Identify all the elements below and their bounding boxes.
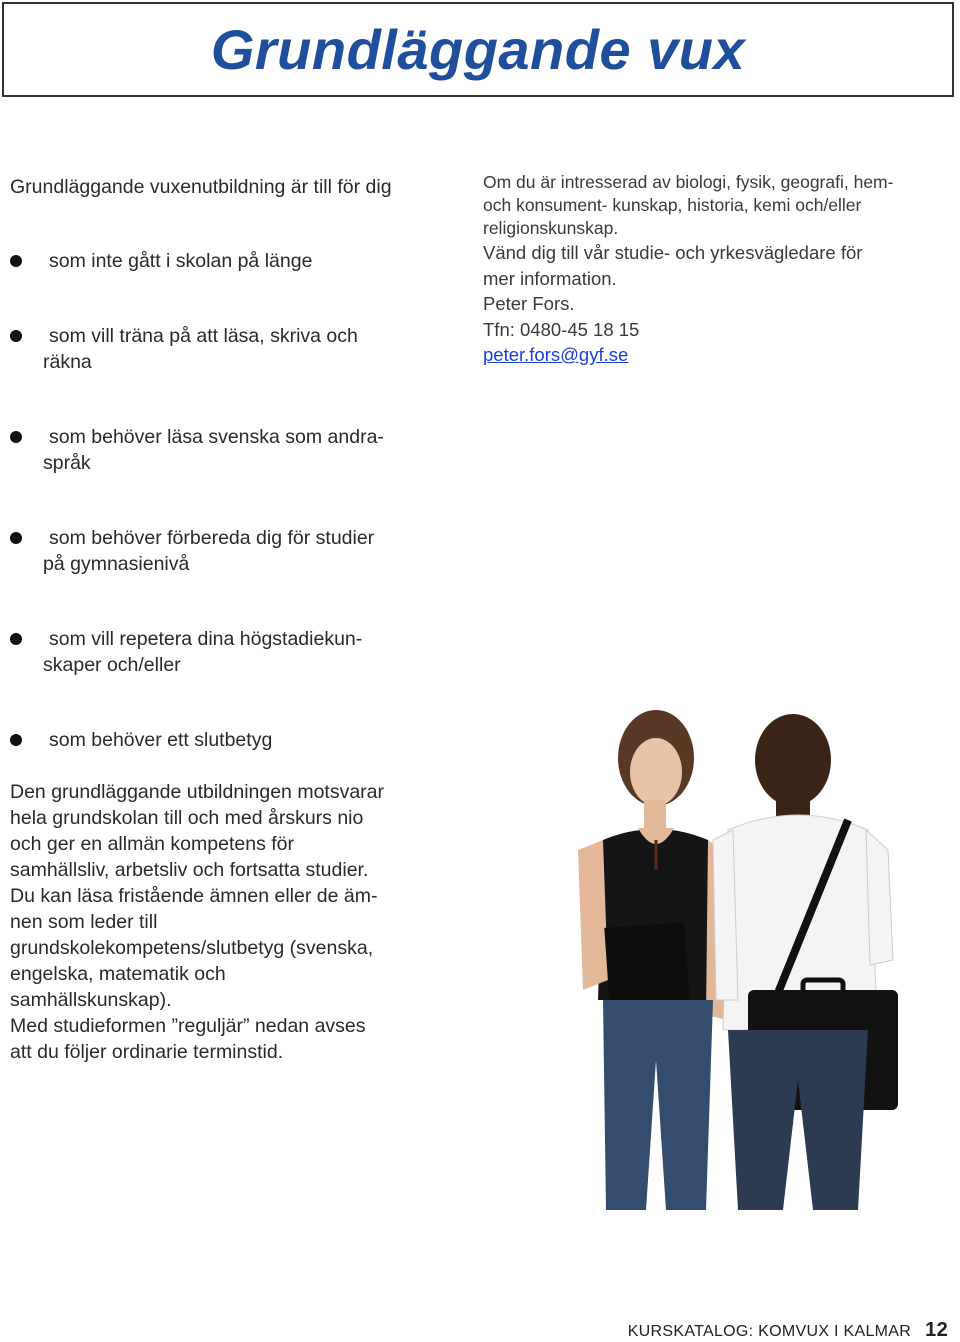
contact-email-link[interactable]: peter.fors@gyf.se bbox=[483, 344, 629, 365]
left-column bbox=[10, 174, 425, 1065]
body-line: hela grundskolan till och med årskurs nio bbox=[10, 807, 364, 829]
contact-phone: Tfn: 0480-45 18 15 bbox=[483, 318, 640, 340]
body-line: nen som leder till bbox=[10, 911, 158, 933]
title-banner bbox=[2, 2, 954, 97]
bullet-text-cont: språk bbox=[43, 452, 91, 474]
body-line: samhällsliv, arbetsliv och fortsatta studier. bbox=[10, 859, 369, 881]
bullet-text: som behöver läsa svenska som andra- bbox=[49, 426, 384, 448]
students-photo bbox=[548, 700, 918, 1212]
right-column bbox=[483, 171, 945, 368]
bullet-dot-icon bbox=[10, 330, 22, 342]
contact-name: Peter Fors. bbox=[483, 293, 575, 314]
info-line: Om du är intresserad av biologi, fysik, geografi, hem- bbox=[483, 172, 894, 192]
body-line: Med studieformen ”reguljär” nedan avses bbox=[10, 1015, 366, 1037]
body-line: samhällskunskap). bbox=[10, 989, 172, 1011]
bullet-item bbox=[10, 248, 425, 274]
body-line: och ger en allmän kompetens för bbox=[10, 833, 294, 855]
bullet-dot-icon bbox=[10, 255, 22, 267]
page-footer bbox=[628, 1319, 948, 1342]
page-number: 12 bbox=[925, 1319, 948, 1341]
woman-figure bbox=[578, 710, 733, 1210]
body-line: att du följer ordinarie terminstid. bbox=[10, 1041, 284, 1063]
bullet-dot-icon bbox=[10, 431, 22, 443]
bullet-dot-icon bbox=[10, 633, 22, 645]
body-paragraph bbox=[10, 779, 425, 1065]
intro-text: Grundläggande vuxenutbildning är till för dig bbox=[10, 176, 392, 198]
bullet-item bbox=[10, 323, 425, 375]
man-figure bbox=[713, 714, 898, 1210]
bullet-text-cont: räkna bbox=[43, 351, 92, 373]
body-line: Du kan läsa fristående ämnen eller de äm- bbox=[10, 885, 378, 907]
info-line: Vänd dig till vår studie- och yrkesvägledare för bbox=[483, 242, 863, 263]
bullet-dot-icon bbox=[10, 532, 22, 544]
bullet-item bbox=[10, 626, 425, 678]
bullet-text: som behöver förbereda dig för studier bbox=[49, 527, 375, 549]
bullet-item bbox=[10, 727, 425, 753]
bullet-dot-icon bbox=[10, 734, 22, 746]
bullet-text: som inte gått i skolan på länge bbox=[49, 250, 313, 272]
bullet-item bbox=[10, 424, 425, 476]
bullet-text-cont: skaper och/eller bbox=[43, 654, 181, 676]
bullet-text: som vill träna på att läsa, skriva och bbox=[49, 325, 358, 347]
info-line: religionskunskap. bbox=[483, 218, 619, 238]
bullet-text: som behöver ett slutbetyg bbox=[49, 729, 273, 751]
info-line: och konsument- kunskap, historia, kemi och/eller bbox=[483, 195, 862, 215]
bullet-text: som vill repetera dina högstadiekun- bbox=[49, 628, 363, 650]
footer-label: KURSKATALOG: KOMVUX I KALMAR bbox=[627, 1323, 912, 1340]
body-line: engelska, matematik och bbox=[10, 963, 226, 985]
body-line: Den grundläggande utbildningen motsvarar bbox=[10, 781, 385, 803]
page-title: Grundläggande vux bbox=[210, 18, 746, 81]
body-line: grundskolekompetens/slutbetyg (svenska, bbox=[10, 937, 374, 959]
info-line: mer information. bbox=[483, 267, 617, 289]
bullet-text-cont: på gymnasienivå bbox=[43, 553, 190, 575]
bullet-item bbox=[10, 525, 425, 577]
